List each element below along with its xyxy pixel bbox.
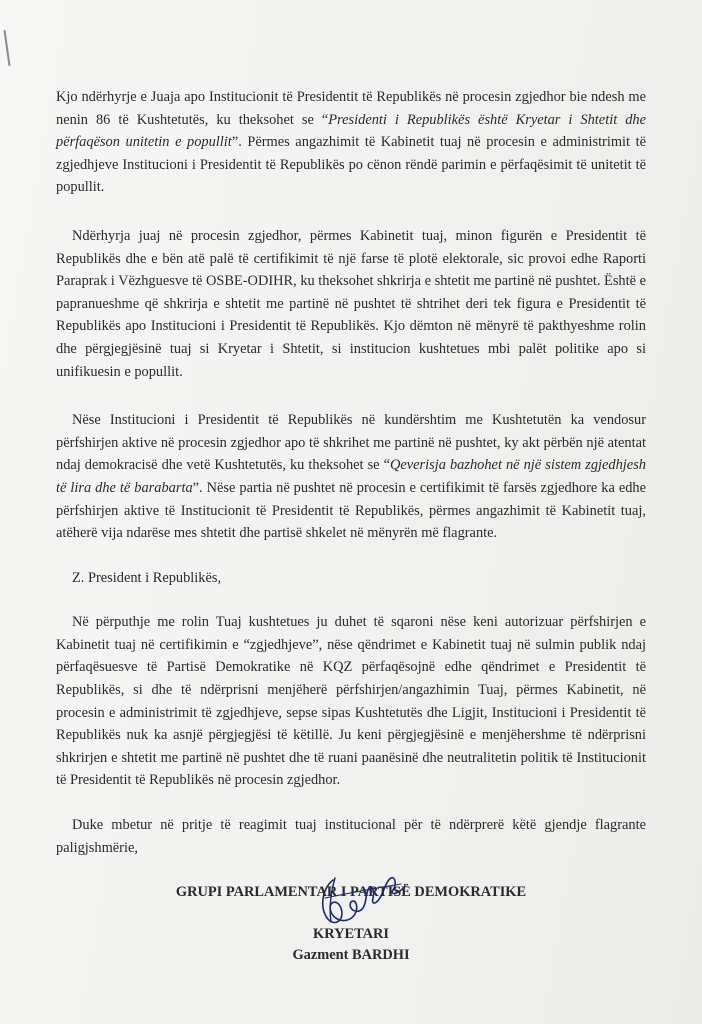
paragraph-4: Në përputhje me rolin Tuaj kushtetues ju duhet të sqaroni nëse keni autorizuar përfshirjen e Kabinetit tuaj në certifikimin e “zgjedhjeve”, nëse qëndrimet e Kabinetit tuaj në sulmin publik ndaj përfaqësuesve të Partisë Demokratike në KQZ përfaqësojnë edhe qëndrimet e Presidentit të Republikës, si dhe të ndërprisni menjëherë përfshirjen/angazhimin Tuaj, përmes Kabinetit, në procesin e administrimit të zgjedhjeve, sepse sipas Kushtetutës dhe Ligjit, Institucioni i Presidentit të Republikës nuk ka asnjë përgjegjësi të këtillë. Ju keni përgjegjësinë e menjëhershme të ndërprisni shkrirjen e shtetit me partinë në pushtet dhe të ruani paanësinë dhe neutralitetin politik të Institucionit të Presidentit të Republikës në procesin zgjedhor. <box>56 614 646 789</box>
p3-text-b: ”. Nëse partia në pushtet në procesin e certifikimit të farsës zgjedhore ka edhe përfshirjen aktive të Institucionit të Presidentit të Republikës, përmes angazhimit të Kabinetit tuaj, atëherë vija ndarëse mes shtetit dhe partisë shkelet në mënyrën më flagrante. <box>56 479 646 542</box>
letter-body <box>56 86 646 966</box>
signatory-name: Gazment BARDHI <box>292 946 410 963</box>
paragraph-3 <box>56 409 646 545</box>
salutation: Z. President i Republikës, <box>72 569 222 586</box>
paragraph-1 <box>56 86 646 199</box>
signatory-title: KRYETARI <box>313 925 389 942</box>
p1-text-a: Kjo ndërhyrje e Juaja apo Institucionit të Presidentit të Republikës në procesin zgjedhor bie ndesh me nenin 86 të Kushtetutës, ku theksohet se “ <box>56 89 646 128</box>
closing-org: GRUPI PARLAMENTAR I PARTISË DEMOKRATIKE <box>175 884 527 901</box>
p3-quote: Qeverisja bazhohet në një sistem zgjedhjesh të lira dhe të barabarta <box>56 457 646 496</box>
p1-text-b: ”. Përmes angazhimit të Kabinetit tuaj në procesin e administrimit të zgjedhjeve Institucioni i Presidentit të Republikës po cënon rëndë parimin e përfaqësimit të unitetit të popullit. <box>56 134 647 196</box>
handwritten-signature <box>305 858 415 938</box>
page-edge-mark <box>4 30 11 66</box>
p1-quote: Presidenti i Republikës është Kryetar i Shtetit dhe përfaqëson unitetin e popullit <box>56 111 646 151</box>
paragraph-5: Duke mbetur në pritje të reagimit tuaj institucional për të ndërprerë këtë gjendje flagrante paligjshmërie, <box>56 817 646 856</box>
paragraph-2: Ndërhyrja juaj në procesin zgjedhor, përmes Kabinetit tuaj, minon figurën e Presidentit të Republikës dhe e bën atë palë të certifikimit të një farse të plotë elektorale, sic provoi edhe Raporti Paraprak i Vëzhguesve të OSBE-ODIHR, ku theksohet shkrirja e shtetit me partinë në pushtet. Është e papranueshme që shkrirja e shtetit me partinë në pushtet të shtrihet deri tek figura e Presidentit të Republikës apo Institucioni i Presidentit të Republikës. Kjo dëmton në mënyrë të pakthyeshme rolin dhe përgjegjësinë tuaj si Kryetar i Shtetit, si institucion kushtetues mbi palët politike apo si unifikuesin e popullit. <box>56 227 647 380</box>
p3-text-a: Nëse Institucioni i Presidentit të Republikës në kundërshtim me Kushtetutën ka vendosur përfshirjen aktive në procesin zgjedhor apo të shkrihet me partinë në pushtet, ky akt përbën një atentat ndaj demokracisë dhe vetë Kushtetutës, ku theksohet se “ <box>56 412 646 474</box>
